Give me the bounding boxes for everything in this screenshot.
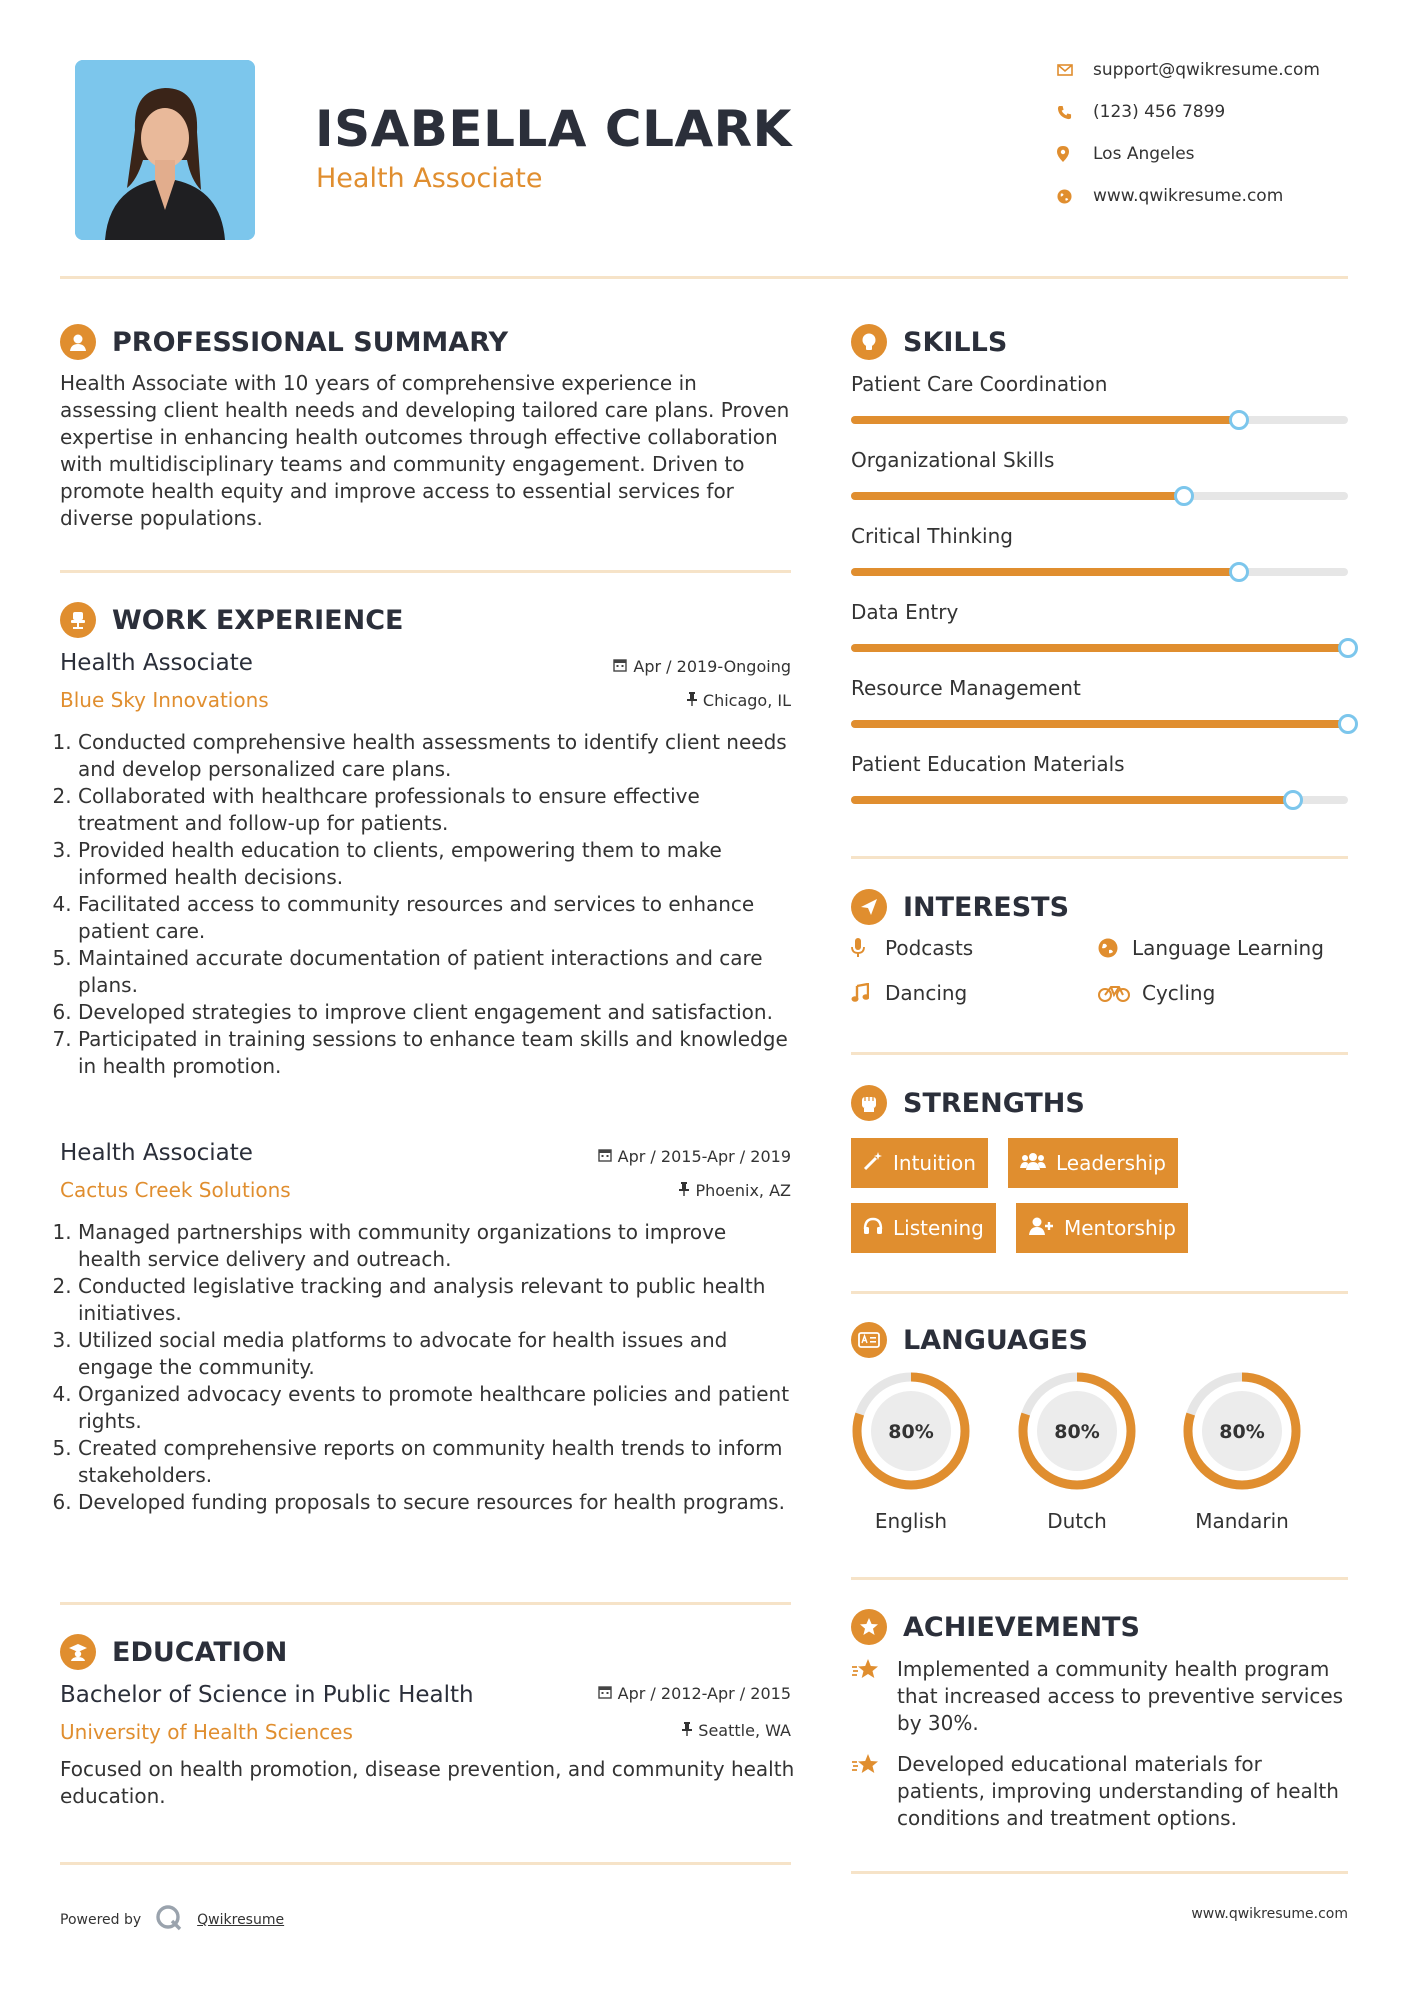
job-location: Phoenix, AZ [520, 1181, 791, 1200]
skill-bar [851, 568, 1348, 576]
skill-bar-knob [1174, 486, 1194, 506]
languages-heading: LANGUAGES [851, 1322, 1088, 1358]
user-plus-icon [1028, 1216, 1054, 1241]
job-company: Blue Sky Innovations [60, 688, 269, 712]
summary-divider [60, 570, 791, 573]
phone-icon [1055, 105, 1093, 120]
languages-divider [851, 1577, 1348, 1580]
list-item: 5. Maintained accurate documentation of patient interactions and care plans. [78, 945, 795, 999]
header-divider [60, 276, 1348, 279]
work-heading: WORK EXPERIENCE [60, 602, 403, 638]
contact-phone[interactable] [1055, 97, 1355, 127]
degree-title: Bachelor of Science in Public Health [60, 1682, 474, 1708]
list-item: 1. Conducted comprehensive health assessments to identify client needs and develop personalized care plans. [78, 729, 795, 783]
contact-email[interactable] [1055, 55, 1355, 85]
job-company: Cactus Creek Solutions [60, 1178, 291, 1202]
skill-label: Data Entry [851, 600, 959, 624]
contact-location [1055, 139, 1355, 169]
skill-bar-fill [851, 568, 1239, 576]
list-item: 2. Conducted legislative tracking and analysis relevant to public health initiatives. [78, 1273, 795, 1327]
user-icon [60, 324, 96, 360]
job-dates: Apr / 2019-Ongoing [520, 657, 791, 676]
paper-plane-icon [851, 889, 887, 925]
job-bullets [60, 729, 795, 1080]
fist-icon [851, 1085, 887, 1121]
school-name: University of Health Sciences [60, 1720, 353, 1744]
language-ring [1180, 1369, 1304, 1493]
globe-icon [1098, 938, 1132, 958]
list-item: 5. Created comprehensive reports on community health trends to inform stakeholders. [78, 1435, 795, 1489]
language-ring [1015, 1369, 1139, 1493]
footer-powered: Powered by Qwikresume [60, 1904, 284, 1936]
strength-chip-intuition: Intuition [851, 1138, 988, 1188]
skill-bar-fill [851, 492, 1184, 500]
strength-chip-mentorship: Mentorship [1016, 1203, 1188, 1253]
globe-icon [1055, 189, 1093, 204]
skill-bar-fill [851, 416, 1239, 424]
profile-photo [75, 60, 255, 240]
star-badge-icon [851, 1609, 887, 1645]
skills-heading: SKILLS [851, 324, 1007, 360]
contact-website[interactable] [1055, 181, 1355, 211]
achievement-item: Developed educational materials for patients, improving understanding of health conditions and treatment options. [851, 1751, 1348, 1832]
contact-location-text: Los Angeles [1093, 144, 1195, 164]
education-text: Focused on health promotion, disease prevention, and community health education. [60, 1757, 795, 1808]
skill-label: Patient Care Coordination [851, 372, 1108, 396]
language-ring [849, 1369, 973, 1493]
skill-bar-knob [1338, 638, 1358, 658]
list-item: 1. Managed partnerships with community organizations to improve health service delivery and outreach. [78, 1219, 795, 1273]
language-percent: 80% [888, 1421, 934, 1443]
skill-label: Resource Management [851, 676, 1081, 700]
list-item: 6. Developed funding proposals to secure resources for health programs. [78, 1489, 795, 1516]
interest-language-learning: Language Learning [1098, 936, 1324, 960]
list-item: 3. Provided health education to clients, empowering them to make informed health decisions. [78, 837, 795, 891]
interests-divider [851, 1052, 1348, 1055]
candidate-name: ISABELLA CLARK [315, 100, 792, 158]
graduate-icon [60, 1634, 96, 1670]
education-divider [60, 1862, 791, 1865]
skill-bar-fill [851, 644, 1348, 652]
skill-label: Patient Education Materials [851, 752, 1125, 776]
bicycle-icon [1098, 984, 1142, 1002]
envelope-icon [1055, 64, 1093, 76]
job-title: Health Associate [60, 1140, 253, 1166]
calendar-icon [613, 657, 627, 676]
calendar-icon [598, 1147, 612, 1166]
headphones-icon [863, 1216, 883, 1241]
pushpin-icon [679, 1181, 689, 1200]
list-item: 4. Facilitated access to community resources and services to enhance patient care. [78, 891, 795, 945]
achievements-divider [851, 1871, 1348, 1874]
contact-phone-text: (123) 456 7899 [1093, 102, 1226, 122]
language-item [849, 1369, 991, 1533]
education-dates: Apr / 2012-Apr / 2015 [520, 1684, 791, 1703]
microphone-icon [851, 938, 885, 958]
job-title: Health Associate [60, 650, 253, 676]
strength-chip-leadership: Leadership [1008, 1138, 1178, 1188]
candidate-role: Health Associate [316, 163, 543, 194]
work-divider [60, 1602, 791, 1605]
skill-bar [851, 796, 1348, 804]
skills-divider [851, 856, 1348, 859]
interest-dancing: Dancing [851, 981, 967, 1005]
footer-website[interactable]: www.qwikresume.com [1191, 1906, 1348, 1922]
contact-website-text: www.qwikresume.com [1093, 186, 1284, 206]
job-bullets [60, 1219, 795, 1516]
strengths-heading: STRENGTHS [851, 1085, 1085, 1121]
map-pin-icon [1055, 146, 1093, 162]
skill-bar [851, 416, 1348, 424]
calendar-icon [598, 1684, 612, 1703]
skill-bar-fill [851, 796, 1293, 804]
skill-bar [851, 720, 1348, 728]
chair-icon [60, 602, 96, 638]
star-icon [851, 1751, 897, 1832]
education-heading: EDUCATION [60, 1634, 287, 1670]
job-location: Chicago, IL [520, 691, 791, 710]
pushpin-icon [687, 691, 697, 710]
summary-heading: PROFESSIONAL SUMMARY [60, 324, 508, 360]
footer-brand-link[interactable]: Qwikresume [197, 1912, 285, 1928]
achievement-item: Implemented a community health program that increased access to preventive services by 30%. [851, 1656, 1348, 1737]
language-name: Mandarin [1195, 1509, 1289, 1533]
job-dates: Apr / 2015-Apr / 2019 [520, 1147, 791, 1166]
skill-bar-knob [1283, 790, 1303, 810]
achievements-heading: ACHIEVEMENTS [851, 1609, 1140, 1645]
qwikresume-logo-icon [155, 1904, 183, 1936]
language-item [1180, 1369, 1322, 1533]
list-item: 4. Organized advocacy events to promote healthcare policies and patient rights. [78, 1381, 795, 1435]
language-percent: 80% [1219, 1421, 1265, 1443]
summary-text: Health Associate with 10 years of comprehensive experience in assessing client health needs and developing tailored care plans. Proven expertise in enhancing health outcomes through effective collaboration with multidisciplinary teams and community engagement. Driven to promote health equity and improve access to essential services for diverse populations. [60, 371, 790, 530]
lightbulb-icon [851, 324, 887, 360]
language-percent: 80% [1054, 1421, 1100, 1443]
language-item [1015, 1369, 1157, 1533]
strengths-divider [851, 1291, 1348, 1294]
contact-email-text: support@qwikresume.com [1093, 60, 1320, 80]
language-card-icon [851, 1322, 887, 1358]
skill-bar [851, 492, 1348, 500]
skill-bar [851, 644, 1348, 652]
interest-cycling: Cycling [1098, 981, 1215, 1005]
skill-label: Organizational Skills [851, 448, 1055, 472]
music-icon [851, 983, 885, 1003]
strength-chip-listening: Listening [851, 1203, 996, 1253]
list-item: 2. Collaborated with healthcare professionals to ensure effective treatment and follow-up for patients. [78, 783, 795, 837]
list-item: 7. Participated in training sessions to enhance team skills and knowledge in health promotion. [78, 1026, 795, 1080]
skill-bar-knob [1229, 410, 1249, 430]
skill-bar-knob [1338, 714, 1358, 734]
star-icon [851, 1656, 897, 1737]
pushpin-icon [682, 1721, 692, 1740]
language-name: English [874, 1509, 948, 1533]
skill-bar-fill [851, 720, 1348, 728]
interest-podcasts: Podcasts [851, 936, 973, 960]
interests-heading: INTERESTS [851, 889, 1069, 925]
skill-bar-knob [1229, 562, 1249, 582]
list-item: 3. Utilized social media platforms to advocate for health issues and engage the community. [78, 1327, 795, 1381]
education-location: Seattle, WA [520, 1721, 791, 1740]
skill-label: Critical Thinking [851, 524, 1013, 548]
magic-wand-icon [863, 1151, 883, 1176]
list-item: 6. Developed strategies to improve client engagement and satisfaction. [78, 999, 795, 1026]
users-icon [1020, 1151, 1046, 1176]
language-name: Dutch [1047, 1509, 1107, 1533]
